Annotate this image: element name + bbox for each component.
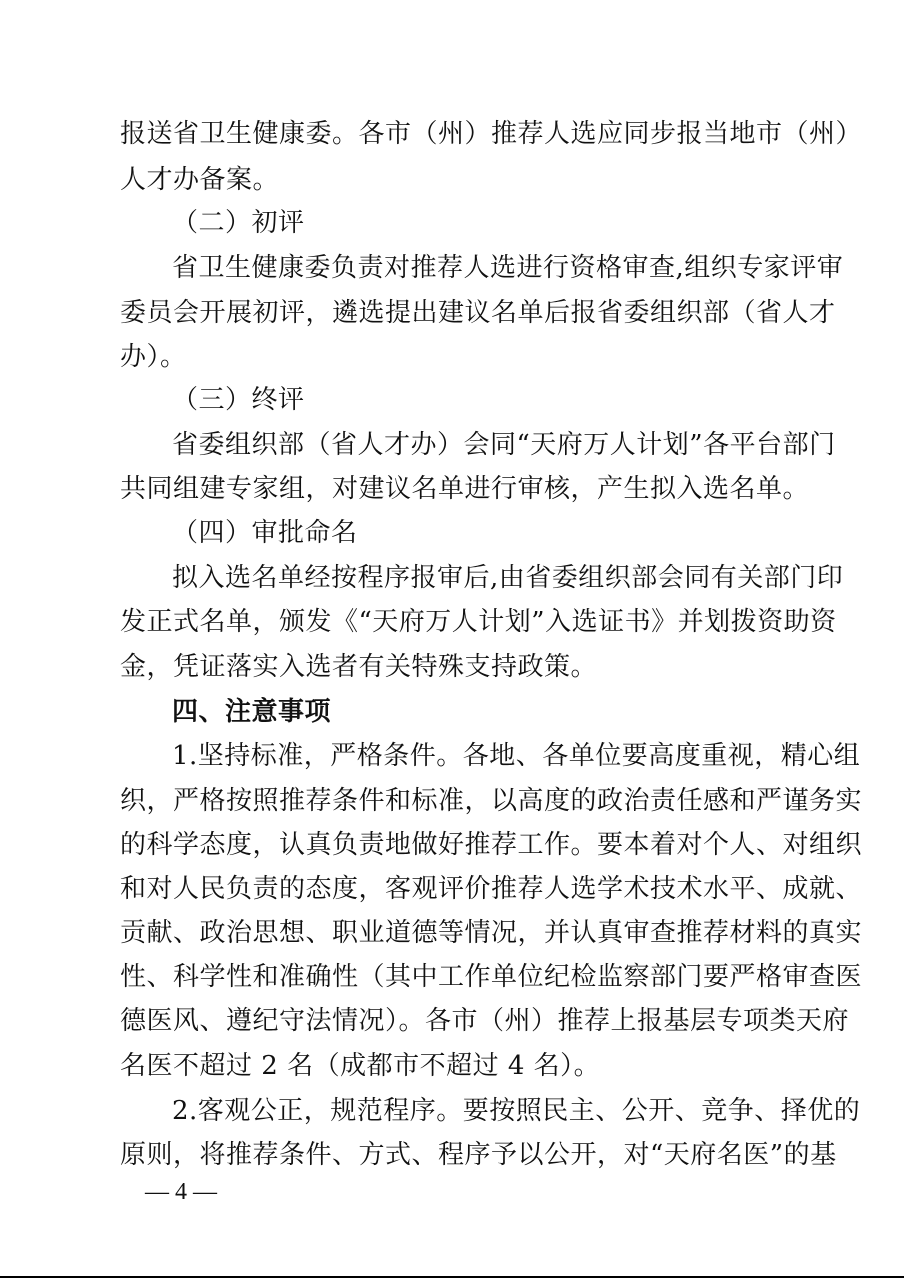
text-line: 原则，将推荐条件、方式、程序予以公开，对“天府名医”的基 [120, 1140, 837, 1170]
text-line: 省卫生健康委负责对推荐人选进行资格审查,组织专家评审 [172, 253, 844, 283]
section-heading: （二）初评 [172, 208, 305, 238]
text-line: 和对人民负责的态度，客观评价推荐人选学术技术水平、成就、 [120, 874, 863, 904]
text-line: 报送省卫生健康委。各市（州）推荐人选应同步报当地市（州） [120, 119, 863, 149]
text-line: 金，凭证落实入选者有关特殊支持政策。 [120, 652, 598, 682]
text-line: 委员会开展初评，遴选提出建议名单后报省委组织部（省人才 [120, 298, 836, 328]
text-line: 的科学态度，认真负责地做好推荐工作。要本着对个人、对组织 [120, 830, 863, 860]
text-line: 2.客观公正，规范程序。要按照民主、公开、竞争、择优的 [172, 1096, 861, 1126]
text-line: 共同组建专家组，对建议名单进行审核，产生拟入选名单。 [120, 474, 810, 504]
text-line: 名医不超过 2 名（成都市不超过 4 名）。 [120, 1051, 601, 1081]
section-heading: （三）终评 [172, 385, 305, 415]
page-number: — 4 — [145, 1179, 217, 1205]
text-line: 拟入选名单经按程序报审后,由省委组织部会同有关部门印 [172, 563, 844, 593]
text-line: 织，严格按照推荐条件和标准，以高度的政治责任感和严谨务实 [120, 786, 863, 816]
section-heading: （四）审批命名 [172, 518, 358, 548]
text-line: 发正式名单，颁发《“天府万人计划”入选证书》并划拨资助资 [120, 607, 837, 637]
text-line: 人才办备案。 [120, 165, 280, 195]
chapter-heading: 四、注意事项 [172, 697, 332, 727]
bottom-rule [0, 1276, 904, 1278]
text-line: 办）。 [120, 342, 187, 372]
text-line: 贡献、政治思想、职业道德等情况，并认真审查推荐材料的真实 [120, 918, 863, 948]
text-line: 省委组织部（省人才办）会同“天府万人计划”各平台部门 [172, 430, 836, 460]
text-line: 性、科学性和准确性（其中工作单位纪检监察部门要严格审查医 [120, 962, 863, 992]
text-line: 1.坚持标准，严格条件。各地、各单位要高度重视，精心组 [172, 741, 861, 771]
text-line: 德医风、遵纪守法情况）。各市（州）推荐上报基层专项类天府 [120, 1006, 850, 1036]
